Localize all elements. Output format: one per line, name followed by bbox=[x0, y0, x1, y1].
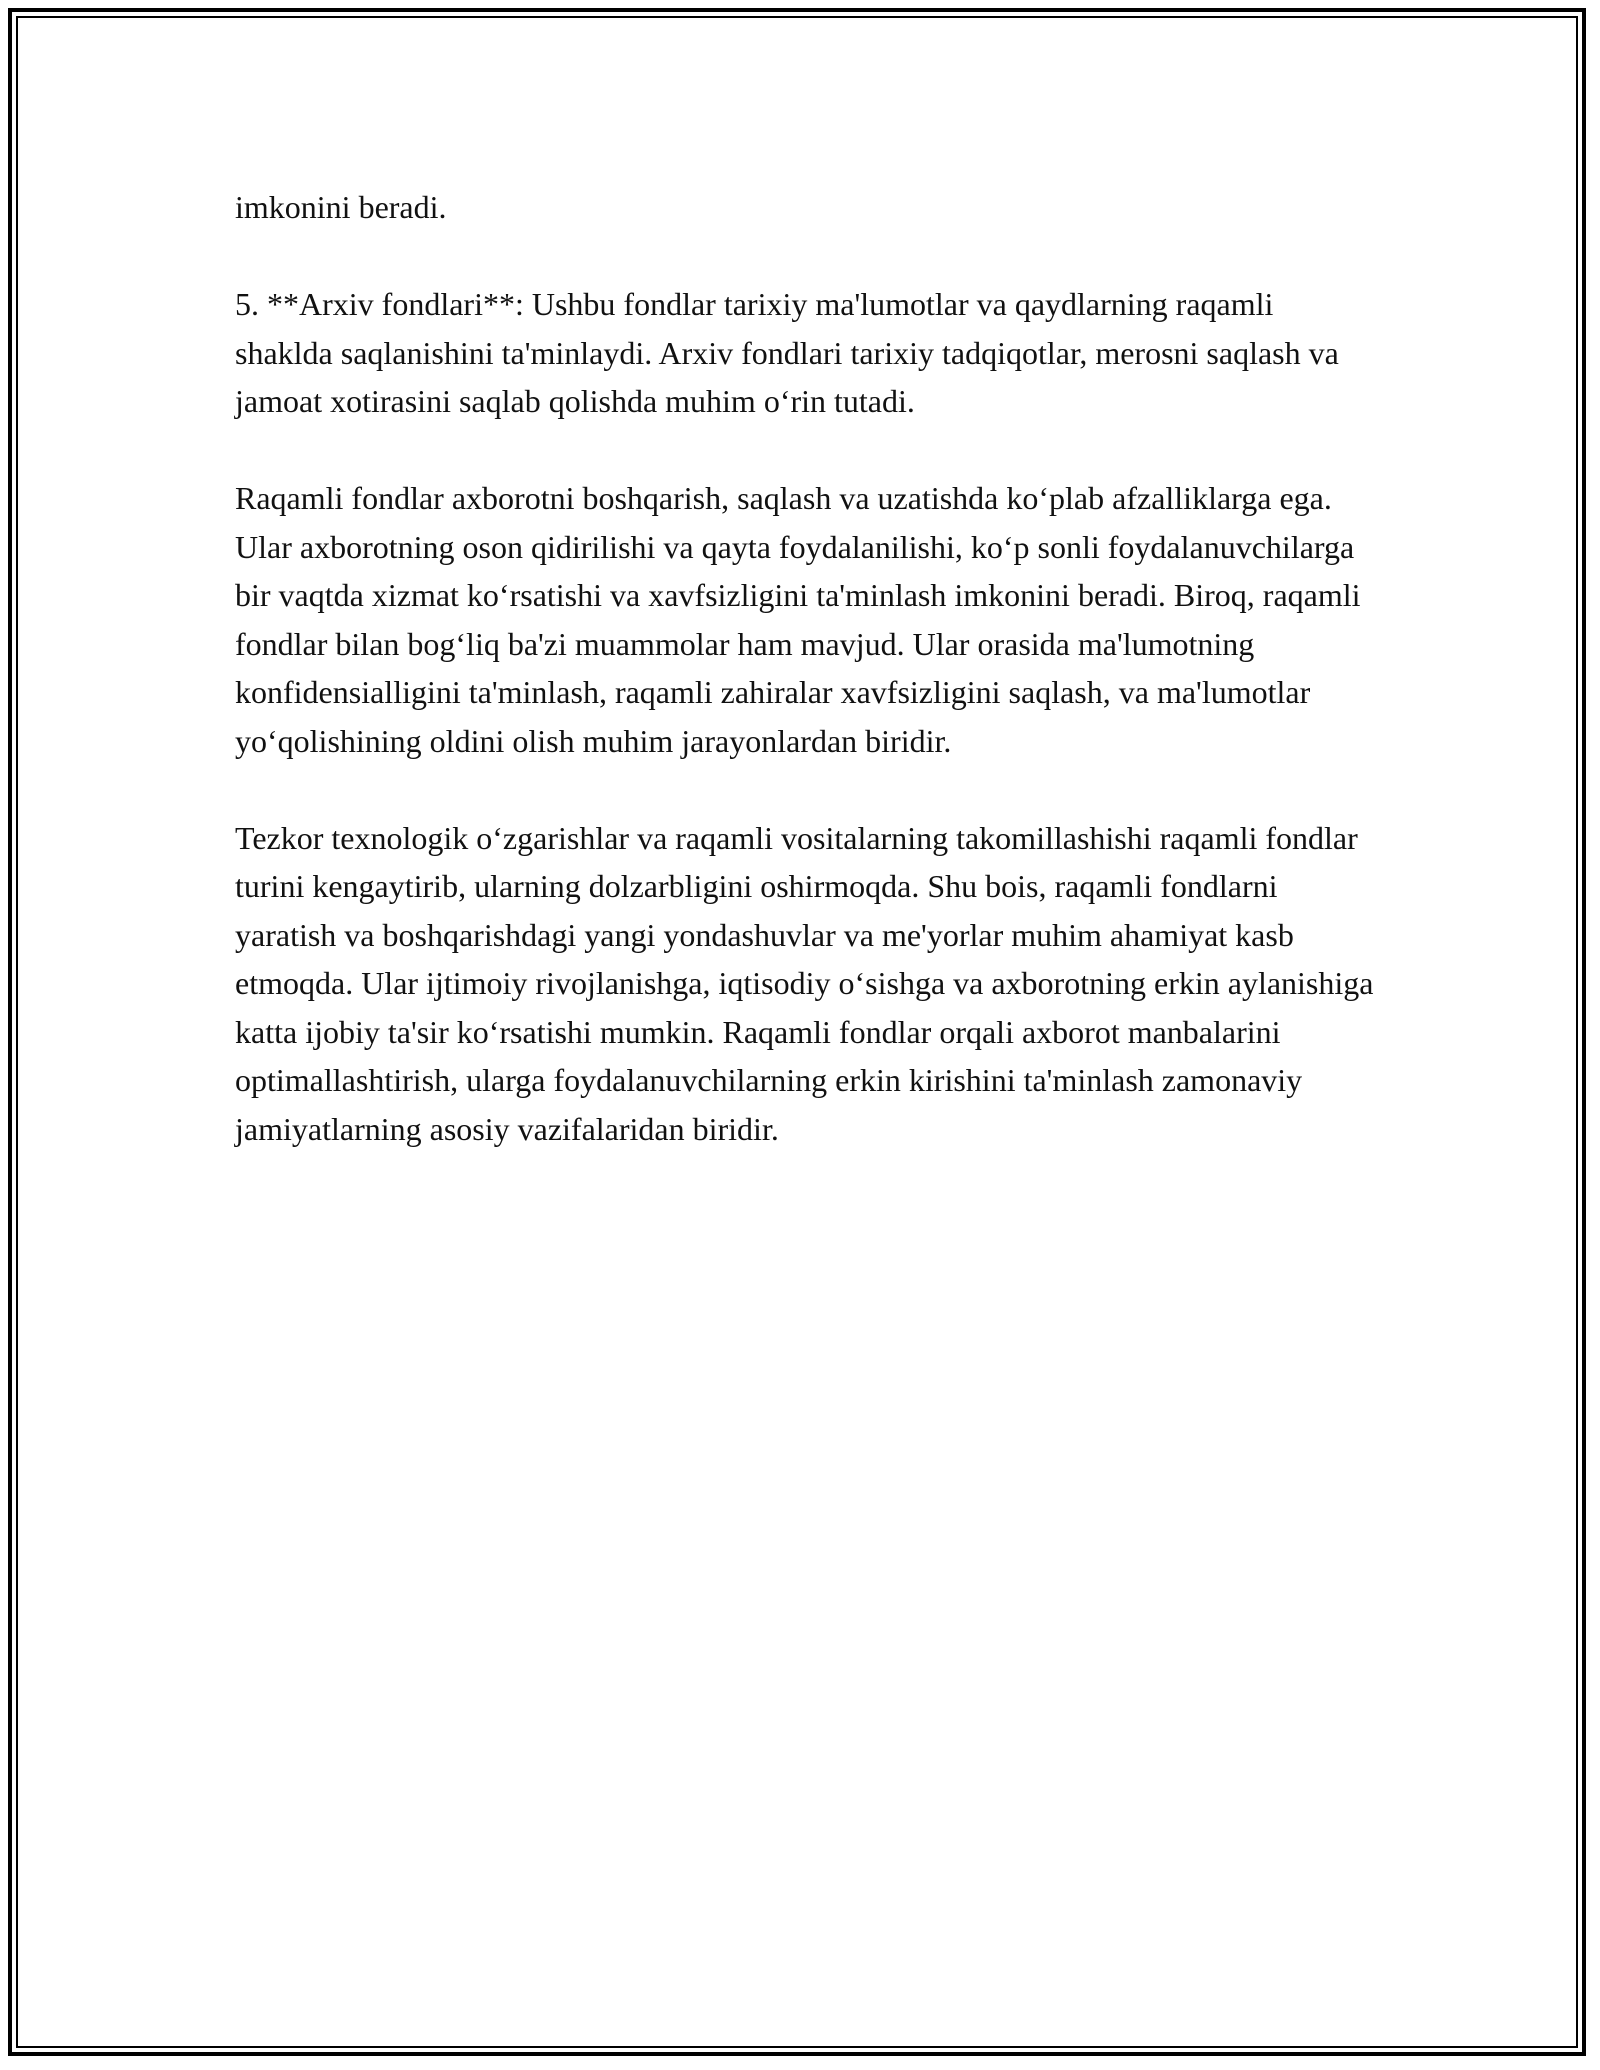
paragraph-archive-funds: 5. **Arxiv fondlari**: Ushbu fondlar tarixiy ma'lumotlar va qaydlarning raqamli shaklda saqlanishini ta'minlaydi. Arxiv fondlari tarixiy tadqiqotlar, merosni saqlash va jamoat xotirasini saqlab qolishda muhim o‘rin tutadi. bbox=[235, 286, 1339, 419]
document-body bbox=[235, 183, 1375, 1202]
paragraph-advantages: Raqamli fondlar axborotni boshqarish, saqlash va uzatishda ko‘plab afzalliklarga ega. Ular axborotning oson qidirilishi va qayta foydalanilishi, ko‘p sonli foydalanuvchilarga bir vaqtda xizmat ko‘rsatishi va xavfsizligini ta'minlash imkonini beradi. Biroq, raqamli fondlar bilan bog‘liq ba'zi muammolar ham mavjud. Ular orasida ma'lumotning konfidensialligini ta'minlash, raqamli zahiralar xavfsizligini saqlash, va ma'lumotlar yo‘qolishining oldini olish muhim jarayonlardan biridir. bbox=[235, 480, 1361, 759]
paragraph-continuation: imkonini beradi. bbox=[235, 189, 447, 225]
paragraph-conclusion: Tezkor texnologik o‘zgarishlar va raqamli vositalarning takomillashishi raqamli fondlar turini kengaytirib, ularning dolzarbligini oshirmoqda. Shu bois, raqamli fondlarni yaratish va boshqarishdagi yangi yondashuvlar va me'yorlar muhim ahamiyat kasb etmoqda. Ular ijtimoiy rivojlanishga, iqtisodiy o‘sishga va axborotning erkin aylanishiga katta ijobiy ta'sir ko‘rsatishi mumkin. Raqamli fondlar orqali axborot manbalarini optimallashtirish, ularga foydalanuvchilarning erkin kirishini ta'minlash zamonaviy jamiyatlarning asosiy vazifalaridan biridir. bbox=[235, 819, 1374, 1147]
